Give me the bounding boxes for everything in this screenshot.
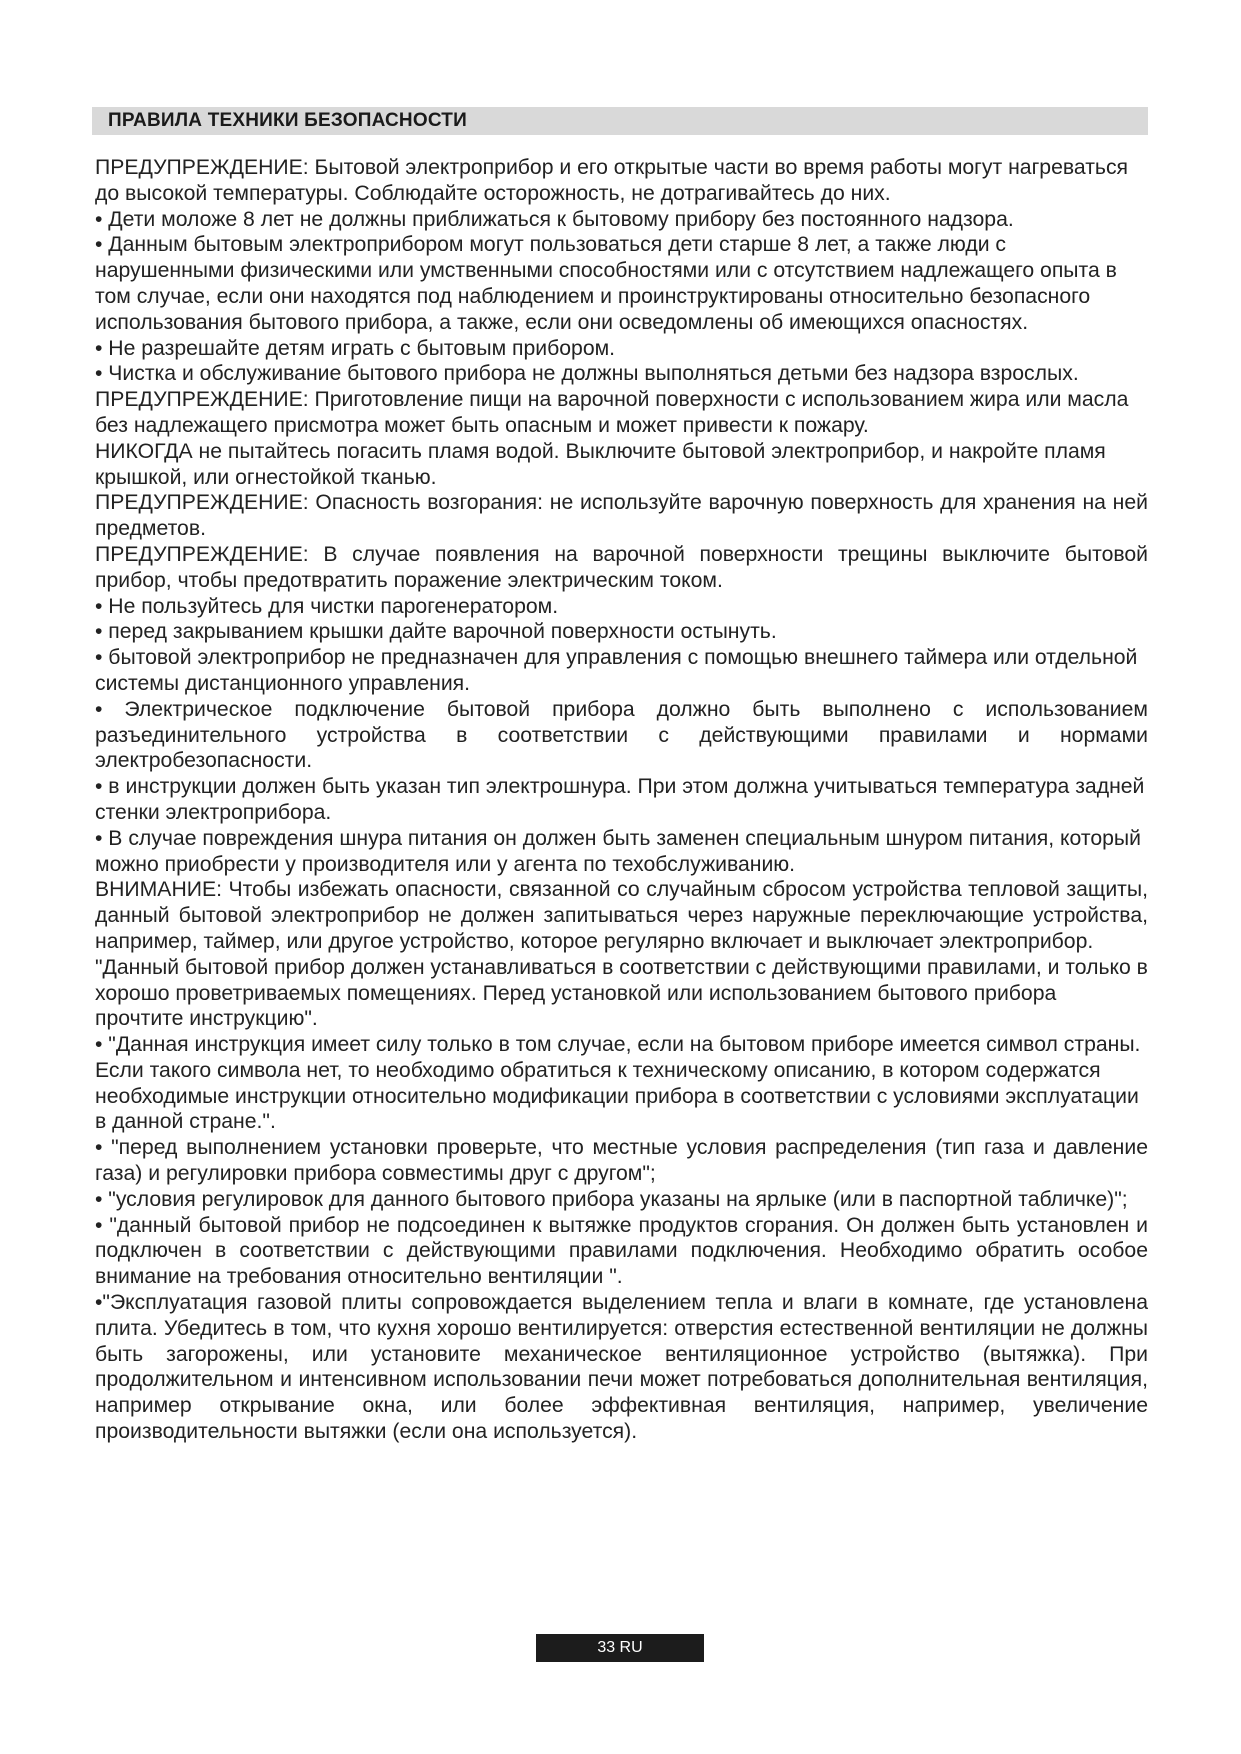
bullet-electrical-connection: • Электрическое подключение бытовой прибора должно быть выполнено с использованием разъединительного устройства в соответствии с действующими правилами и нормами электробезопасности. — [95, 697, 1148, 773]
installation-rules: "Данный бытовой прибор должен устанавливаться в соответствии с действующими правилами, и только в хорошо проветриваемых помещениях. Перед установкой или использованием бытового прибора прочтите инструкцию". — [95, 955, 1148, 1031]
bullet-cable-type: • в инструкции должен быть указан тип электрошнура. При этом должна учитываться температура задней стенки электроприбора. — [95, 775, 1145, 824]
page-number: 33 RU — [597, 1639, 643, 1656]
bullet-gas-conditions: • "перед выполнением установки проверьте, что местные условия распределения (тип газа и давление газа) и регулировки прибора совместимы друг с другом"; — [95, 1136, 1148, 1186]
bullet-damaged-cable: • В случае повреждения шнура питания он должен быть заменен специальным шнуром питания, который можно приобрести у производителя или у агента по техобслуживанию. — [95, 826, 1141, 876]
page-number-badge — [536, 1634, 704, 1662]
warning-hot-surfaces: ПРЕДУПРЕЖДЕНИЕ: Бытовой электроприбор и его открытые части во время работы могут нагреваться до высокой температуры. Соблюдайте осторожность, не дотрагивайтесь до них. — [95, 156, 1129, 205]
never-water-on-fire: НИКОГДА не пытайтесь погасить пламя водой. Выключите бытовой электроприбор, и накройте пламя крышкой, или огнестойкой тканью. — [95, 439, 1106, 489]
bullet-adjustment-label: • "условия регулировок для данного бытового прибора указаны на ярлыке (или в паспортной табличке)"; — [95, 1187, 1128, 1211]
bullet-no-flue-connection: • "данный бытовой прибор не подсоединен к вытяжке продуктов сгорания. Он должен быть установлен и подключен в соответствии с действующими правилами подключения. Необходимо обратить особое внимание на требования относительно вентиляции ". — [95, 1213, 1148, 1289]
bullet-no-external-timer: • бытовой электроприбор не предназначен для управления с помощью внешнего таймера или отдельной системы дистанционного управления. — [95, 646, 1138, 695]
bullet-no-playing: • Не разрешайте детям играть с бытовым прибором. — [95, 336, 616, 360]
section-header-bar — [92, 107, 1148, 135]
bullet-children-over-8: • Данным бытовым электроприбором могут пользоваться дети старше 8 лет, а также люди с нарушенными физическими или умственными способностями или с отсутствием надлежащего опыта в том случае, если они находятся под наблюдением и проинструктированы относительно безопасного использования бытового прибора, а также, если они осведомлены об имеющихся опасностях. — [95, 233, 1117, 334]
section-title: ПРАВИЛА ТЕХНИКИ БЕЗОПАСНОСТИ — [108, 110, 467, 131]
bullet-cool-before-closing: • перед закрыванием крышки дайте варочной поверхности остынуть. — [95, 620, 777, 644]
bullet-ventilation: •"Эксплуатация газовой плиты сопровождается выделением тепла и влаги в комнате, где установлена плита. Убедитесь в том, что кухня хорошо вентилируется: отверстия естественной вентиляции не должны быть загорожены, или установите механическое вентиляционное устройство (вытяжка). При продолжительном и интенсивном использовании печи может потребоваться дополнительная вентиляция, например открывание окна, или более эффективная вентиляция, например, увеличение производительности вытяжки (если она используется). — [95, 1291, 1148, 1444]
warning-fat-oil: ПРЕДУПРЕЖДЕНИЕ: Приготовление пищи на варочной поверхности с использованием жира или масла без надлежащего присмотра может быть опасным и может привести к пожару. — [95, 388, 1129, 437]
warning-fire-storage: ПРЕДУПРЕЖДЕНИЕ: Опасность возгорания: не используйте варочную поверхность для хранения на ней предметов. — [95, 491, 1148, 541]
bullet-no-steam-cleaner: • Не пользуйтесь для чистки парогенератором. — [95, 594, 559, 618]
attention-thermal-protection: ВНИМАНИЕ: Чтобы избежать опасности, связанной со случайным сбросом устройства тепловой защиты, данный бытовой электроприбор не должен запитываться через наружные переключающие устройства, например, таймер, или другое устройство, которое регулярно включает и выключает электроприбор. — [95, 878, 1148, 953]
warning-cracks: ПРЕДУПРЕЖДЕНИЕ: В случае появления на варочной поверхности трещины выключите бытовой прибор, чтобы предотвратить поражение электрическим током. — [95, 542, 1148, 592]
safety-rules-text — [95, 155, 1148, 1445]
bullet-cleaning: • Чистка и обслуживание бытового прибора не должны выполняться детьми без надзора взрослых. — [95, 362, 1079, 386]
bullet-country-symbol: • "Данная инструкция имеет силу только в том случае, если на бытовом приборе имеется символ страны. Если такого символа нет, то необходимо обратиться к техническому описанию, в котором содержатся необходимые инструкции относительно модификации прибора в соответствии с условиями эксплуатации в данной стране.". — [95, 1033, 1141, 1134]
bullet-children-under-8: • Дети моложе 8 лет не должны приближаться к бытовому прибору без постоянного надзора. — [95, 207, 1014, 231]
